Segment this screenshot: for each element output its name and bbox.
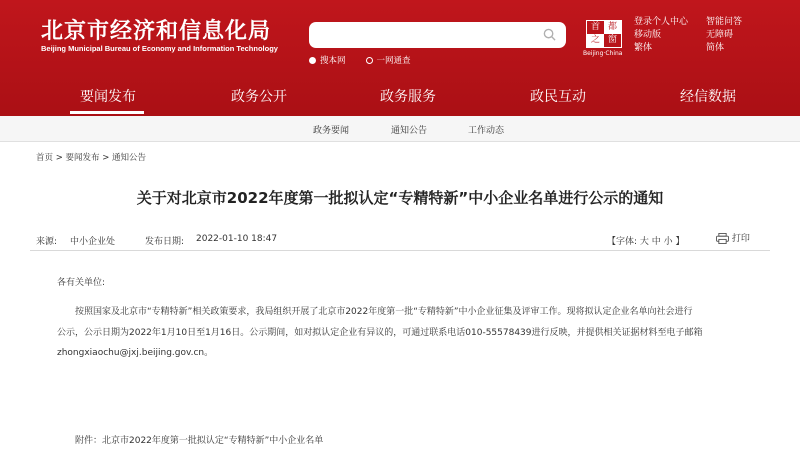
subnav-gov-news[interactable]: 政务要闻 [313,126,350,136]
date-label: 发布日期: [145,237,185,247]
qa-link[interactable]: 智能问答 [706,17,743,27]
nav-gov-service[interactable]: 政务服务 [380,89,436,105]
greeting: 各有关单位: [57,278,106,288]
login-link[interactable]: 登录个人中心 [634,17,689,27]
search-scope-site[interactable]: 搜本网 [309,54,346,66]
font-size-control: 【字体: 大 中 小 】 [607,237,685,247]
nav-active-indicator [70,111,144,114]
page-title: 关于对北京市2022年度第一批拟认定“专精特新”中小企业名单进行公示的通知 [136,189,664,207]
search-input[interactable] [309,22,566,48]
nav-interaction[interactable]: 政民互动 [530,89,586,105]
simplified-link[interactable]: 简体 [706,43,725,53]
print-button[interactable]: 打印 [716,231,750,244]
paragraph-line-2: 公示，公示日期为2022年1月10日至1月16日。公示期间，如对拟认定企业有异议的，可通过联系电话010-55578439进行反映，并提供相关证据材料至电子邮箱 [57,328,703,338]
capital-logo-caption: Beijing·China [583,50,623,57]
search-scope [309,54,411,66]
radio-unchecked-icon [366,57,373,64]
radio-checked-icon [309,57,316,64]
mobile-link[interactable]: 移动版 [634,30,662,40]
capital-window-logo[interactable]: 首 都 之 窗 [586,20,622,48]
header-links-right [706,16,742,55]
accessibility-link[interactable]: 无障碍 [706,30,734,40]
site-logo-cn[interactable]: 北京市经济和信息化局 [41,19,272,44]
source-label: 来源: [36,237,58,247]
printer-icon [716,233,729,244]
header-links-left [634,16,688,55]
subnav-work[interactable]: 工作动态 [468,126,505,136]
article-meta [30,227,770,251]
search-icon[interactable] [543,28,556,41]
nav-data[interactable]: 经信数据 [680,89,736,105]
font-size-options[interactable]: 大 中 小 [639,237,673,247]
subnav-notices[interactable]: 通知公告 [391,126,428,136]
paragraph-line-3: zhongxiaochu@jxj.beijing.gov.cn。 [57,348,214,358]
breadcrumb[interactable]: 首页 > 要闻发布 > 通知公告 [36,153,147,163]
search-scope-all[interactable]: 一网通查 [366,54,411,66]
site-header [0,0,800,124]
attachment-link[interactable]: 附件：北京市2022年度第一批拟认定“专精特新”中小企业名单 [75,436,324,446]
source-value: 中小企业处 [70,237,116,247]
traditional-link[interactable]: 繁体 [634,43,653,53]
paragraph-line-1: 按照国家及北京市“专精特新”相关政策要求，我局组织开展了北京市2022年度第一批“专精特新”中小企业征集及评审工作。现将拟认定企业名单向社会进行 [75,307,693,317]
sub-nav [0,116,800,142]
date-value: 2022-01-10 18:47 [196,234,278,244]
site-logo-en: Beijing Municipal Bureau of Economy and Information Technology [41,44,278,53]
nav-gov-open[interactable]: 政务公开 [231,89,287,105]
nav-news[interactable]: 要闻发布 [80,89,136,105]
